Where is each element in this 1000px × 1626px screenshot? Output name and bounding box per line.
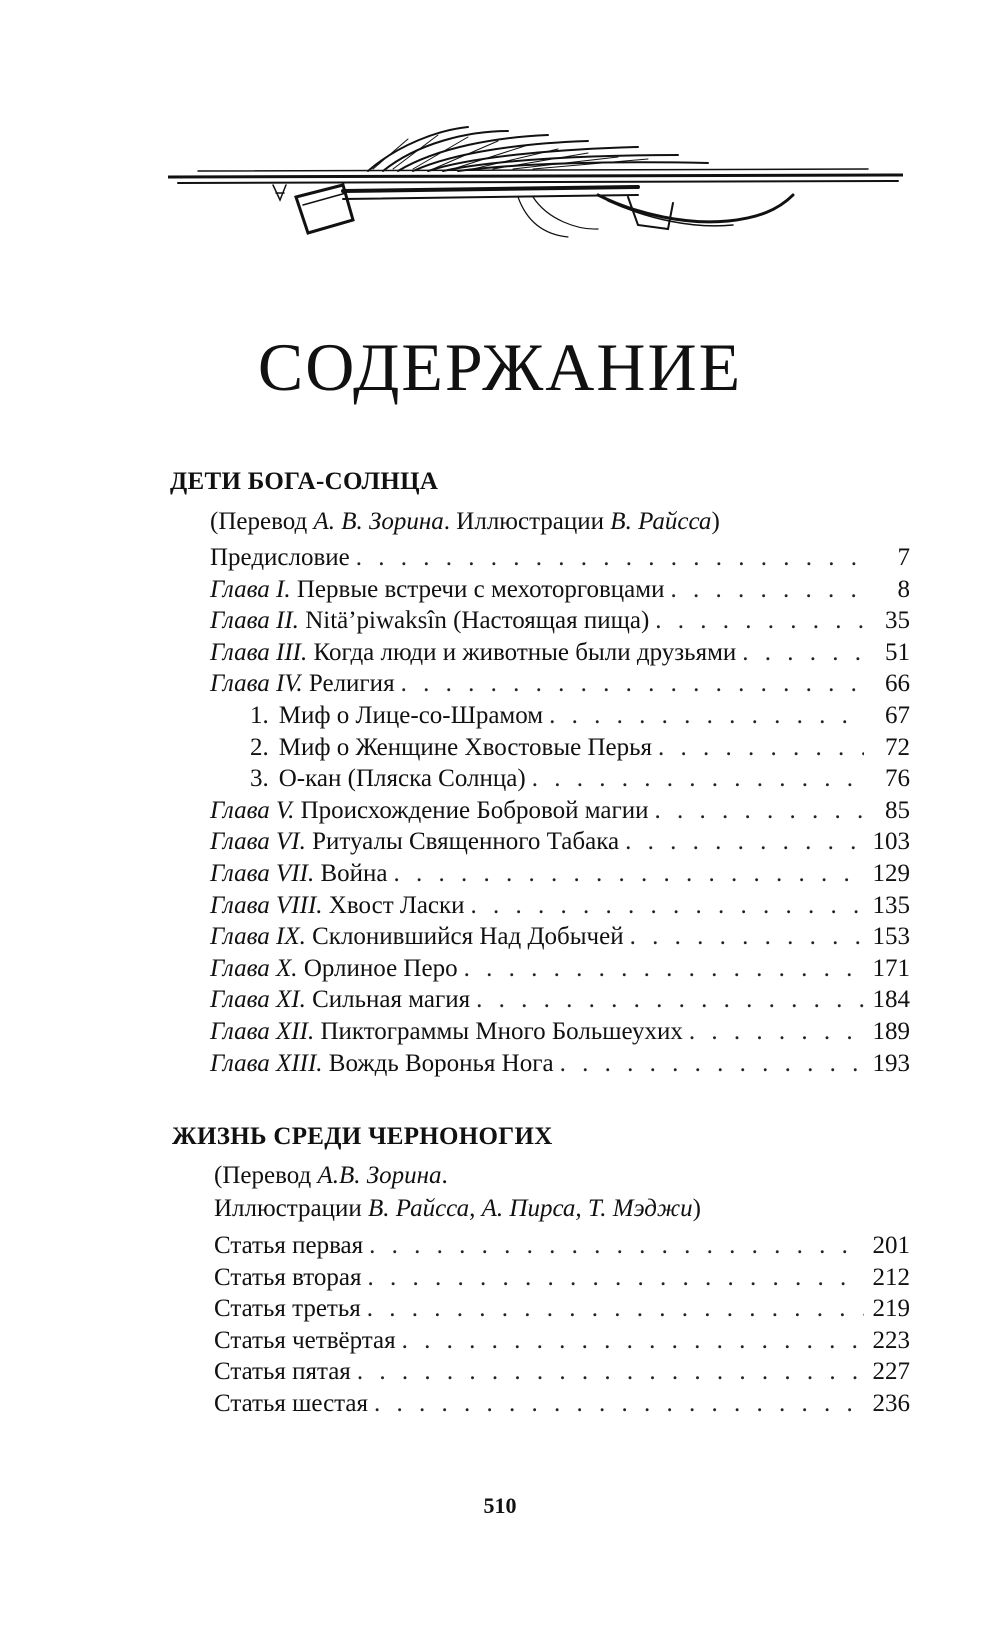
- section-credits: [214, 1195, 701, 1223]
- toc-page-number: 51: [885, 638, 910, 666]
- toc-page-number: 35: [885, 607, 910, 635]
- dot-leader: [356, 542, 864, 574]
- toc-entry: [250, 732, 910, 764]
- toc-entry: [250, 763, 910, 795]
- toc-entry: [210, 890, 910, 922]
- toc-entry-title: [210, 858, 387, 890]
- toc-entry-text: Происхождение Бобровой магии: [294, 796, 649, 824]
- toc-entry-title: [214, 1325, 396, 1357]
- toc-page-number: 7: [897, 544, 910, 571]
- toc-page-number: 189: [872, 1018, 910, 1045]
- toc-entry-text: Сильная магия: [305, 986, 471, 1014]
- credits-text: ): [711, 508, 720, 535]
- credits-text: .: [441, 1162, 448, 1189]
- toc-entry-title: [210, 921, 624, 953]
- toc-entry: [210, 574, 910, 606]
- toc-entry-text: Хвост Ласки: [322, 891, 465, 919]
- dot-leader: [367, 1262, 864, 1294]
- toc-entry-text: Статья пятая: [214, 1358, 351, 1386]
- toc-entry-text: Склонившийся Над Добычей: [305, 923, 624, 951]
- toc-page-number: 67: [885, 702, 910, 729]
- toc-page-number: 76: [885, 765, 910, 793]
- toc-entry-text: Статья первая: [214, 1232, 364, 1259]
- page-title: СОДЕРЖАНИЕ: [257, 329, 743, 405]
- toc-entry-title: [210, 953, 458, 985]
- toc-entry-title: [210, 890, 465, 922]
- toc-page-number: 171: [872, 954, 910, 982]
- dot-leader: [476, 984, 864, 1016]
- toc-entry-title: [210, 984, 470, 1016]
- toc-entry: [214, 1230, 910, 1262]
- toc-page-number: 193: [872, 1049, 910, 1077]
- toc-entry: [214, 1325, 910, 1357]
- toc-entry-title: [210, 1048, 554, 1080]
- dot-leader: [402, 1325, 864, 1357]
- toc-entry-title: [214, 1293, 361, 1325]
- credits-text: (Перевод: [210, 508, 314, 535]
- toc-entry: [210, 953, 910, 985]
- dot-leader: [532, 763, 864, 795]
- toc-entry-text: Когда люди и животные были друзьями: [307, 638, 737, 666]
- toc-page-number: 184: [872, 986, 910, 1014]
- toc-entry-title: [210, 605, 649, 637]
- toc-page-number: 129: [872, 860, 910, 887]
- toc-entry-text: Война: [314, 860, 388, 887]
- chapter-label: Глава VIII.: [210, 891, 323, 919]
- toc-page-number: 135: [872, 891, 910, 919]
- toc-entry: [210, 858, 910, 890]
- feather-pipe-ornament-icon: [168, 125, 903, 255]
- dot-leader: [549, 700, 864, 732]
- toc-item-number: 2.: [250, 733, 269, 761]
- chapter-label: Глава VI.: [210, 828, 306, 856]
- toc-entry-text: Статья вторая: [214, 1263, 362, 1291]
- toc-page-number: 227: [872, 1358, 910, 1386]
- dot-leader: [369, 1230, 864, 1262]
- toc-page-number: 212: [872, 1263, 910, 1291]
- dot-leader: [464, 953, 864, 985]
- toc-entry-title: [250, 763, 526, 795]
- toc-entry-title: [210, 637, 736, 669]
- dot-leader: [689, 1016, 864, 1048]
- toc-page-number: 223: [872, 1326, 910, 1354]
- toc-entry: [210, 795, 910, 827]
- chapter-label: Глава V.: [210, 796, 295, 824]
- toc-entry-title: [210, 826, 619, 858]
- toc-entry-text: Nitä’piwaksîn (Настоящая пища): [298, 607, 650, 635]
- page-number: 510: [483, 1493, 517, 1518]
- dot-leader: [357, 1356, 864, 1388]
- dot-leader: [658, 732, 864, 764]
- toc-entry: [210, 542, 910, 574]
- toc-item-number: 1.: [250, 702, 269, 729]
- dot-leader: [560, 1048, 864, 1080]
- toc-entry: [210, 984, 910, 1016]
- toc-page-number: 8: [897, 575, 910, 603]
- dot-leader: [655, 795, 865, 827]
- toc-entry: [210, 637, 910, 669]
- dot-leader: [630, 921, 864, 953]
- dot-leader: [742, 637, 864, 669]
- toc-entry-text: Орлиное Перо: [297, 954, 458, 982]
- toc-entry-title: [210, 795, 649, 827]
- toc-entry: [210, 605, 910, 637]
- toc-entry: [214, 1262, 910, 1294]
- toc-entry-text: Предисловие: [210, 544, 350, 571]
- toc-entry-title: [214, 1388, 368, 1420]
- toc-entry: [210, 921, 910, 953]
- toc-entry: [210, 1016, 910, 1048]
- toc-entry-text: Пиктограммы Много Большеухих: [314, 1018, 683, 1045]
- illustrator-name: В. Райсса: [610, 508, 712, 535]
- toc-entry-text: О-кан (Пляска Солнца): [278, 765, 526, 793]
- chapter-label: Глава VII.: [210, 860, 315, 887]
- dot-leader: [670, 574, 864, 606]
- toc-entry-title: [214, 1262, 361, 1294]
- section-heading: ЖИЗНЬ СРЕДИ ЧЕРНОНОГИХ: [172, 1123, 553, 1150]
- dot-leader: [393, 858, 864, 890]
- toc-entry-text: Вождь Воронья Нога: [322, 1049, 554, 1077]
- credits-text: (Перевод: [214, 1162, 318, 1189]
- dot-leader: [367, 1293, 864, 1325]
- toc-page-number: 219: [872, 1295, 910, 1323]
- translator-name: А. В. Зорина: [313, 508, 444, 535]
- dot-leader: [471, 890, 864, 922]
- dot-leader: [401, 668, 864, 700]
- credits-text: . Иллюстрации: [443, 508, 611, 535]
- toc-entry-text: Миф о Лице-со-Шрамом: [278, 702, 544, 729]
- section-credits: [214, 1162, 448, 1190]
- toc-entry-text: Статья шестая: [214, 1390, 368, 1417]
- toc-entry-title: [214, 1356, 351, 1388]
- toc-entry-title: [210, 574, 664, 606]
- illustrator-names: В. Райсса, А. Пирса, Т. Мэджи: [368, 1195, 693, 1222]
- toc-entry-text: Ритуалы Священного Табака: [305, 828, 620, 856]
- chapter-label: Глава X.: [210, 954, 298, 982]
- chapter-label: Глава XI.: [210, 986, 306, 1014]
- dot-leader: [625, 826, 864, 858]
- toc-entry-text: Миф о Женщине Хвостовые Перья: [278, 733, 653, 761]
- section-credits: [210, 508, 720, 536]
- translator-name: А.В. Зорина: [317, 1162, 442, 1189]
- toc-page-number: 66: [885, 670, 910, 698]
- toc-page-number: 85: [885, 796, 910, 824]
- chapter-label: Глава IV.: [210, 670, 303, 698]
- toc-entry-title: [210, 542, 350, 574]
- chapter-label: Глава IX.: [210, 923, 306, 951]
- toc-entry-title: [210, 668, 395, 700]
- toc-entry: [210, 826, 910, 858]
- toc-page-number: 201: [872, 1232, 910, 1259]
- credits-text: ): [692, 1195, 701, 1222]
- toc-entry: [214, 1388, 910, 1420]
- toc-entry-text: Статья третья: [214, 1295, 361, 1323]
- toc-entry: [214, 1356, 910, 1388]
- toc-page-number: 153: [872, 923, 910, 951]
- section-heading: ДЕТИ БОГА-СОЛНЦА: [170, 468, 439, 495]
- credits-text: Иллюстрации: [214, 1195, 368, 1222]
- toc-entry-text: Религия: [302, 670, 395, 698]
- chapter-label: Глава I.: [210, 575, 291, 603]
- chapter-label: Глава XIII.: [210, 1049, 323, 1077]
- toc-item-number: 3.: [250, 765, 269, 793]
- chapter-label: Глава III.: [210, 638, 308, 666]
- toc-page-number: 236: [872, 1390, 910, 1417]
- toc-entry: [250, 700, 910, 732]
- toc-entry-text: Статья четвёртая: [214, 1326, 396, 1354]
- toc-entry: [214, 1293, 910, 1325]
- toc-page-number: 103: [872, 828, 910, 856]
- toc-entry: [210, 1048, 910, 1080]
- chapter-label: Глава II.: [210, 607, 299, 635]
- toc-entry-title: [250, 732, 652, 764]
- toc-entry-title: [210, 1016, 683, 1048]
- toc-entry-title: [250, 700, 543, 732]
- dot-leader: [374, 1388, 864, 1420]
- dot-leader: [655, 605, 864, 637]
- toc-entry-text: Первые встречи с мехоторговцами: [290, 575, 665, 603]
- toc-entry: [210, 668, 910, 700]
- chapter-label: Глава XII.: [210, 1018, 315, 1045]
- toc-page-number: 72: [885, 733, 910, 761]
- toc-entry-title: [214, 1230, 363, 1262]
